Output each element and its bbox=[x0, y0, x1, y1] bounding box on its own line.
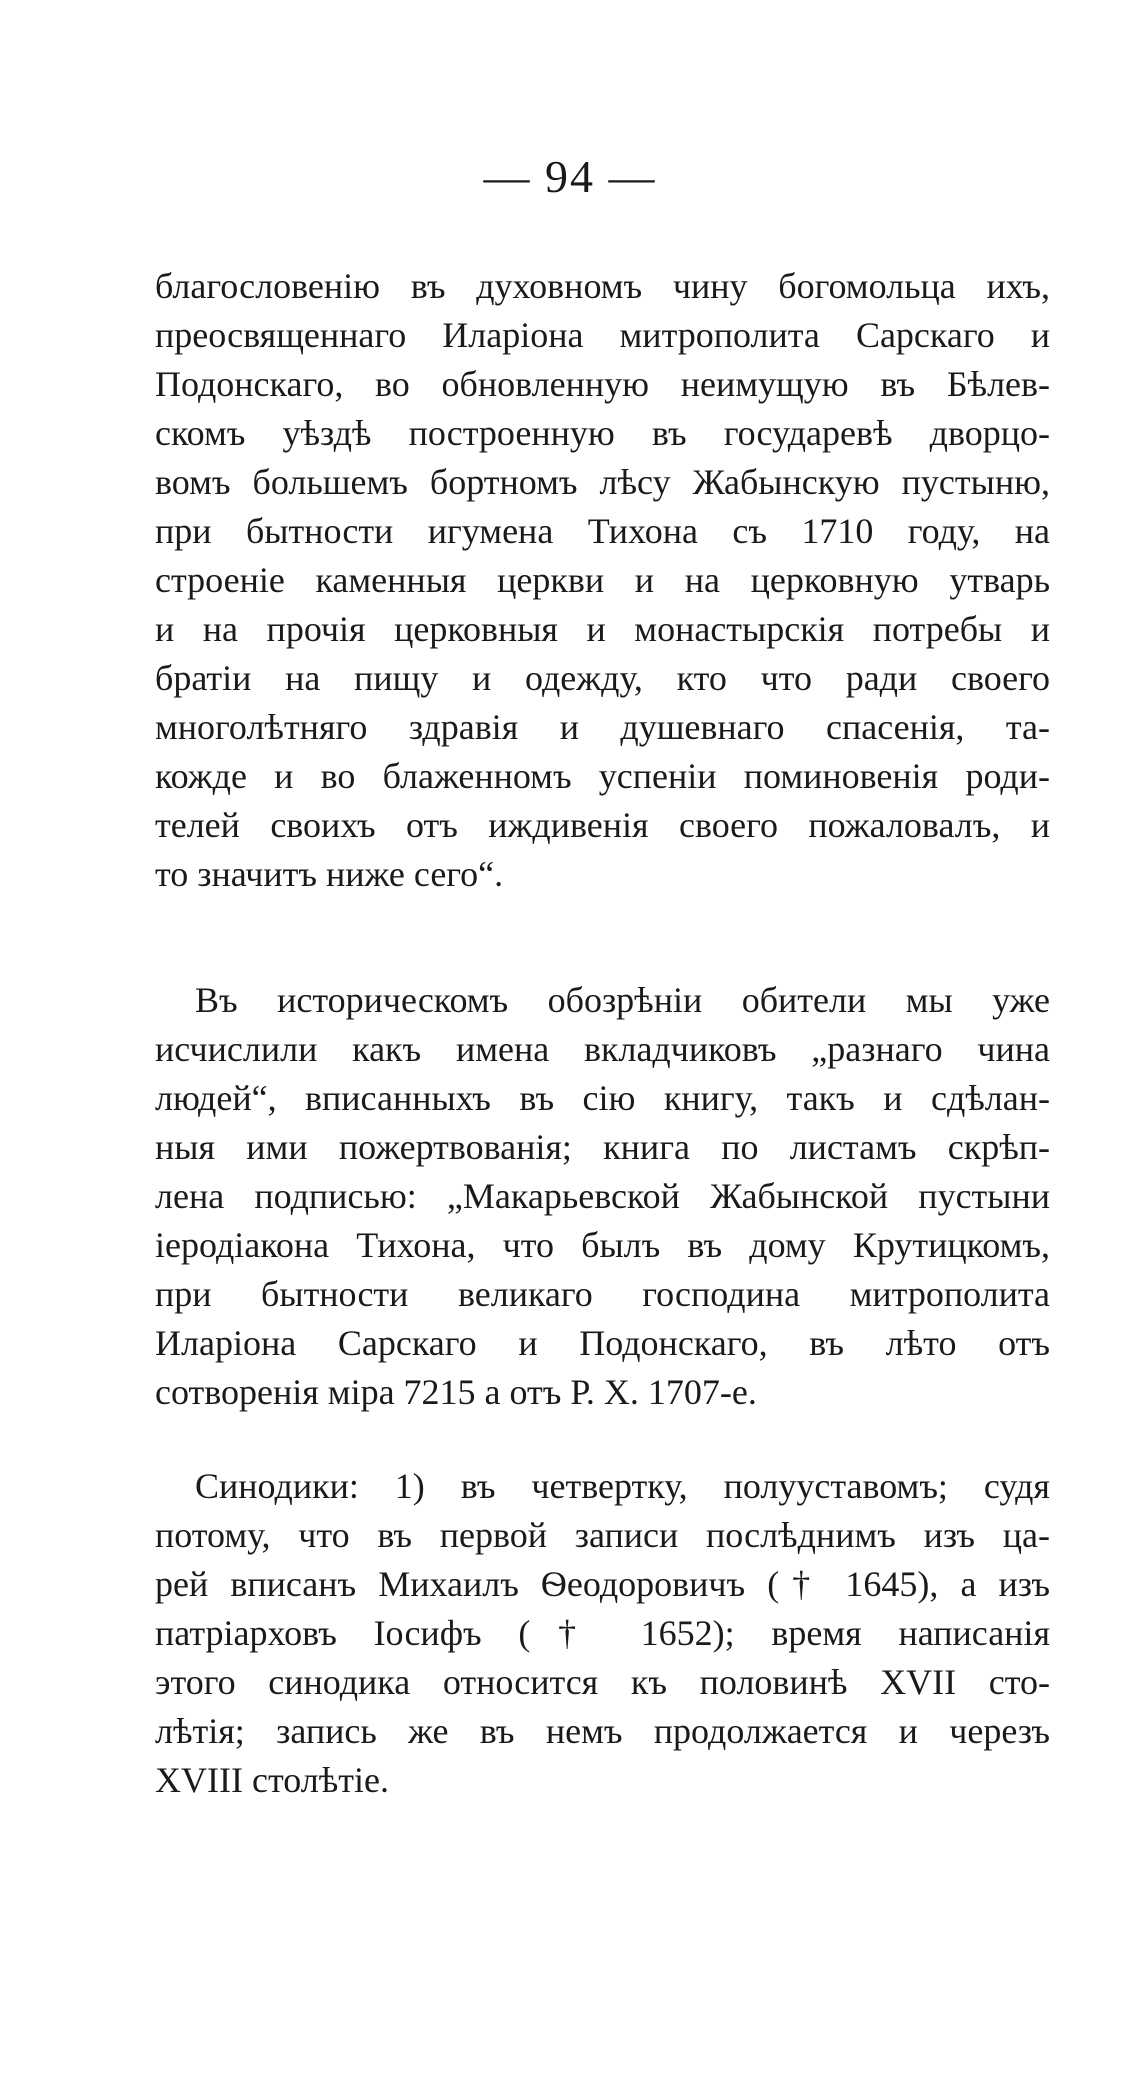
text-line: вомъ большемъ бортномъ лѣсу Жабынскую пустыню, bbox=[155, 462, 1050, 502]
text-line: лѣтія; запись же въ немъ продолжается и черезъ bbox=[155, 1711, 1050, 1751]
text-line: при бытности игумена Тихона съ 1710 году, на bbox=[155, 511, 1050, 551]
text-line: рей вписанъ Михаилъ Ѳеодоровичъ († 1645), а изъ bbox=[155, 1564, 1050, 1604]
text-line: строеніе каменныя церкви и на церковную утварь bbox=[155, 560, 1050, 600]
paragraph-continued-quote bbox=[155, 262, 1050, 899]
text-line: при бытности великаго господина митрополита bbox=[155, 1274, 1050, 1314]
paragraph-historical-review bbox=[155, 976, 1050, 1417]
text-line: и на прочія церковныя и монастырскія потребы и bbox=[155, 609, 1050, 649]
page-number: — 94 — bbox=[483, 151, 657, 202]
text-line: лена подписью: „Макарьевской Жабынской пустыни bbox=[155, 1176, 1050, 1216]
text-line: кожде и во блаженномъ успеніи поминовенія роди- bbox=[155, 756, 1050, 796]
text-line: братіи на пищу и одежду, кто что ради своего bbox=[155, 658, 1050, 698]
text-line: преосвященнаго Иларіона митрополита Сарскаго и bbox=[155, 315, 1050, 355]
text-line: ныя ими пожертвованія; книга по листамъ скрѣп- bbox=[155, 1127, 1050, 1167]
text-line: сотворенія міра 7215 а отъ Р. Х. 1707-е. bbox=[155, 1372, 757, 1412]
text-line: людей“, вписанныхъ въ сію книгу, такъ и сдѣлан- bbox=[155, 1078, 1050, 1118]
text-line: потому, что въ первой записи послѣднимъ изъ ца- bbox=[155, 1515, 1050, 1555]
text-line: многолѣтняго здравія и душевнаго спасенія, та- bbox=[155, 707, 1050, 747]
text-line: Синодики: 1) въ четвертку, полууставомъ; судя bbox=[195, 1466, 1050, 1506]
text-line: этого синодика относится къ половинѣ XVII сто- bbox=[155, 1662, 1050, 1702]
text-line: Иларіона Сарскаго и Подонскаго, въ лѣто отъ bbox=[155, 1323, 1050, 1363]
text-line: Подонскаго, во обновленную неимущую въ Бѣлев- bbox=[155, 364, 1050, 404]
text-line: іеродіакона Тихона, что былъ въ дому Крутицкомъ, bbox=[155, 1225, 1050, 1265]
text-line: то значитъ ниже сего“. bbox=[155, 854, 504, 894]
text-line: XVIII столѣтіе. bbox=[155, 1760, 389, 1800]
text-line: исчислили какъ имена вкладчиковъ „разнаго чина bbox=[155, 1029, 1050, 1069]
text-line: патріарховъ Іосифъ († 1652); время написанія bbox=[155, 1613, 1050, 1653]
text-line: телей своихъ отъ иждивенія своего пожаловалъ, и bbox=[155, 805, 1050, 845]
text-line: скомъ уѣздѣ построенную въ государевѣ дворцо- bbox=[155, 413, 1050, 453]
text-line: благословенію въ духовномъ чину богомольца ихъ, bbox=[155, 266, 1050, 306]
text-line: Въ историческомъ обозрѣніи обители мы уже bbox=[195, 980, 1050, 1020]
paragraph-synodics bbox=[155, 1462, 1050, 1805]
